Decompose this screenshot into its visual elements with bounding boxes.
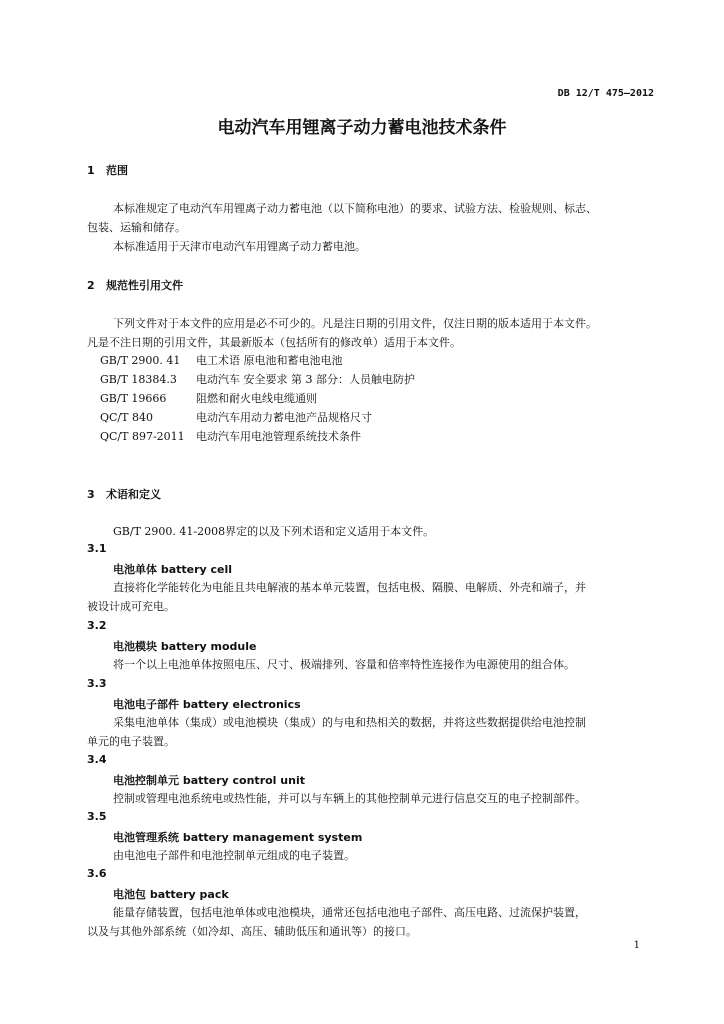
section-heading-scope xyxy=(87,162,128,178)
term-number: 3.2 xyxy=(87,619,107,632)
term-definition-line: 采集电池单体（集成）或电池模块（集成）的与电和热相关的数据，并将这些数据提供给电池控制 xyxy=(113,716,586,729)
term-definition-line: 由电池电子部件和电池控制单元组成的电子装置。 xyxy=(113,849,355,862)
reference-entry xyxy=(100,371,415,387)
term-number: 3.6 xyxy=(87,867,107,880)
section-title: 规范性引用文件 xyxy=(106,279,183,292)
reference-code: QC/T 840 xyxy=(100,411,153,424)
reference-code: GB/T 19666 xyxy=(100,392,167,405)
scope-paragraph-line: 本标准适用于天津市电动汽车用锂离子动力蓄电池。 xyxy=(113,240,366,253)
term-name: 电池单体 battery cell xyxy=(113,563,233,576)
section-title: 范围 xyxy=(106,164,128,177)
reference-code: GB/T 18384.3 xyxy=(100,373,177,386)
section-heading-normative-references xyxy=(87,277,183,293)
reference-entry xyxy=(100,352,343,368)
term-definition-line: 以及与其他外部系统（如冷却、高压、辅助低压和通讯等）的接口。 xyxy=(87,925,417,938)
reference-code: GB/T 2900. 41 xyxy=(100,354,181,367)
term-number: 3.1 xyxy=(87,542,107,555)
reference-title: 电动汽车用动力蓄电池产品规格尺寸 xyxy=(196,411,372,424)
term-name: 电池电子部件 battery electronics xyxy=(113,698,301,711)
section-number: 3 xyxy=(87,488,95,501)
term-definition-line: 被设计成可充电。 xyxy=(87,600,175,613)
term-number: 3.3 xyxy=(87,677,107,690)
reference-title: 电动汽车 安全要求 第 3 部分：人员触电防护 xyxy=(196,373,415,386)
scope-paragraph-line: 本标准规定了电动汽车用锂离子动力蓄电池（以下简称电池）的要求、试验方法、检验规则、标志、 xyxy=(113,202,597,215)
term-number: 3.4 xyxy=(87,753,107,766)
section-title: 术语和定义 xyxy=(106,488,161,501)
term-definition-line: 直接将化学能转化为电能且共电解液的基本单元装置，包括电极、隔膜、电解质、外壳和端子，并 xyxy=(113,581,586,594)
reference-title: 阻燃和耐火电线电缆通则 xyxy=(196,392,317,405)
reference-title: 电动汽车用电池管理系统技术条件 xyxy=(196,430,361,443)
document-code: DB 12/T 475—2012 xyxy=(557,88,654,99)
section-heading-terms-definitions xyxy=(87,486,161,502)
reference-title: 电工术语 原电池和蓄电池电池 xyxy=(196,354,343,367)
term-definition-line: 将一个以上电池单体按照电压、尺寸、极端排列、容量和倍率特性连接作为电源使用的组合体。 xyxy=(113,658,575,671)
section-number: 1 xyxy=(87,164,95,177)
document-title: 电动汽车用锂离子动力蓄电池技术条件 xyxy=(217,118,507,138)
term-definition-line: 控制或管理电池系统电或热性能，并可以与车辆上的其他控制单元进行信息交互的电子控制部件。 xyxy=(113,792,586,805)
normative-intro-line: 下列文件对于本文件的应用是必不可少的。凡是注日期的引用文件，仅注日期的版本适用于本文件。 xyxy=(113,317,597,330)
term-name: 电池控制单元 battery control unit xyxy=(113,774,305,787)
term-definition-line: 单元的电子装置。 xyxy=(87,735,175,748)
terms-intro: GB/T 2900. 41-2008界定的以及下列术语和定义适用于本文件。 xyxy=(113,525,435,538)
section-number: 2 xyxy=(87,279,95,292)
page-number: 1 xyxy=(633,940,640,951)
reference-entry xyxy=(100,409,372,425)
normative-intro-line: 凡是不注日期的引用文件，其最新版本（包括所有的修改单）适用于本文件。 xyxy=(87,336,461,349)
term-name: 电池模块 battery module xyxy=(113,640,257,653)
reference-entry xyxy=(100,428,361,444)
scope-paragraph-line: 包装、运输和储存。 xyxy=(87,221,186,234)
term-number: 3.5 xyxy=(87,810,107,823)
term-definition-line: 能量存储装置，包括电池单体或电池模块，通常还包括电池电子部件、高压电路、过流保护装置， xyxy=(113,906,586,919)
term-name: 电池包 battery pack xyxy=(113,888,229,901)
reference-entry xyxy=(100,390,317,406)
term-name: 电池管理系统 battery management system xyxy=(113,831,363,844)
reference-code: QC/T 897-2011 xyxy=(100,430,185,443)
